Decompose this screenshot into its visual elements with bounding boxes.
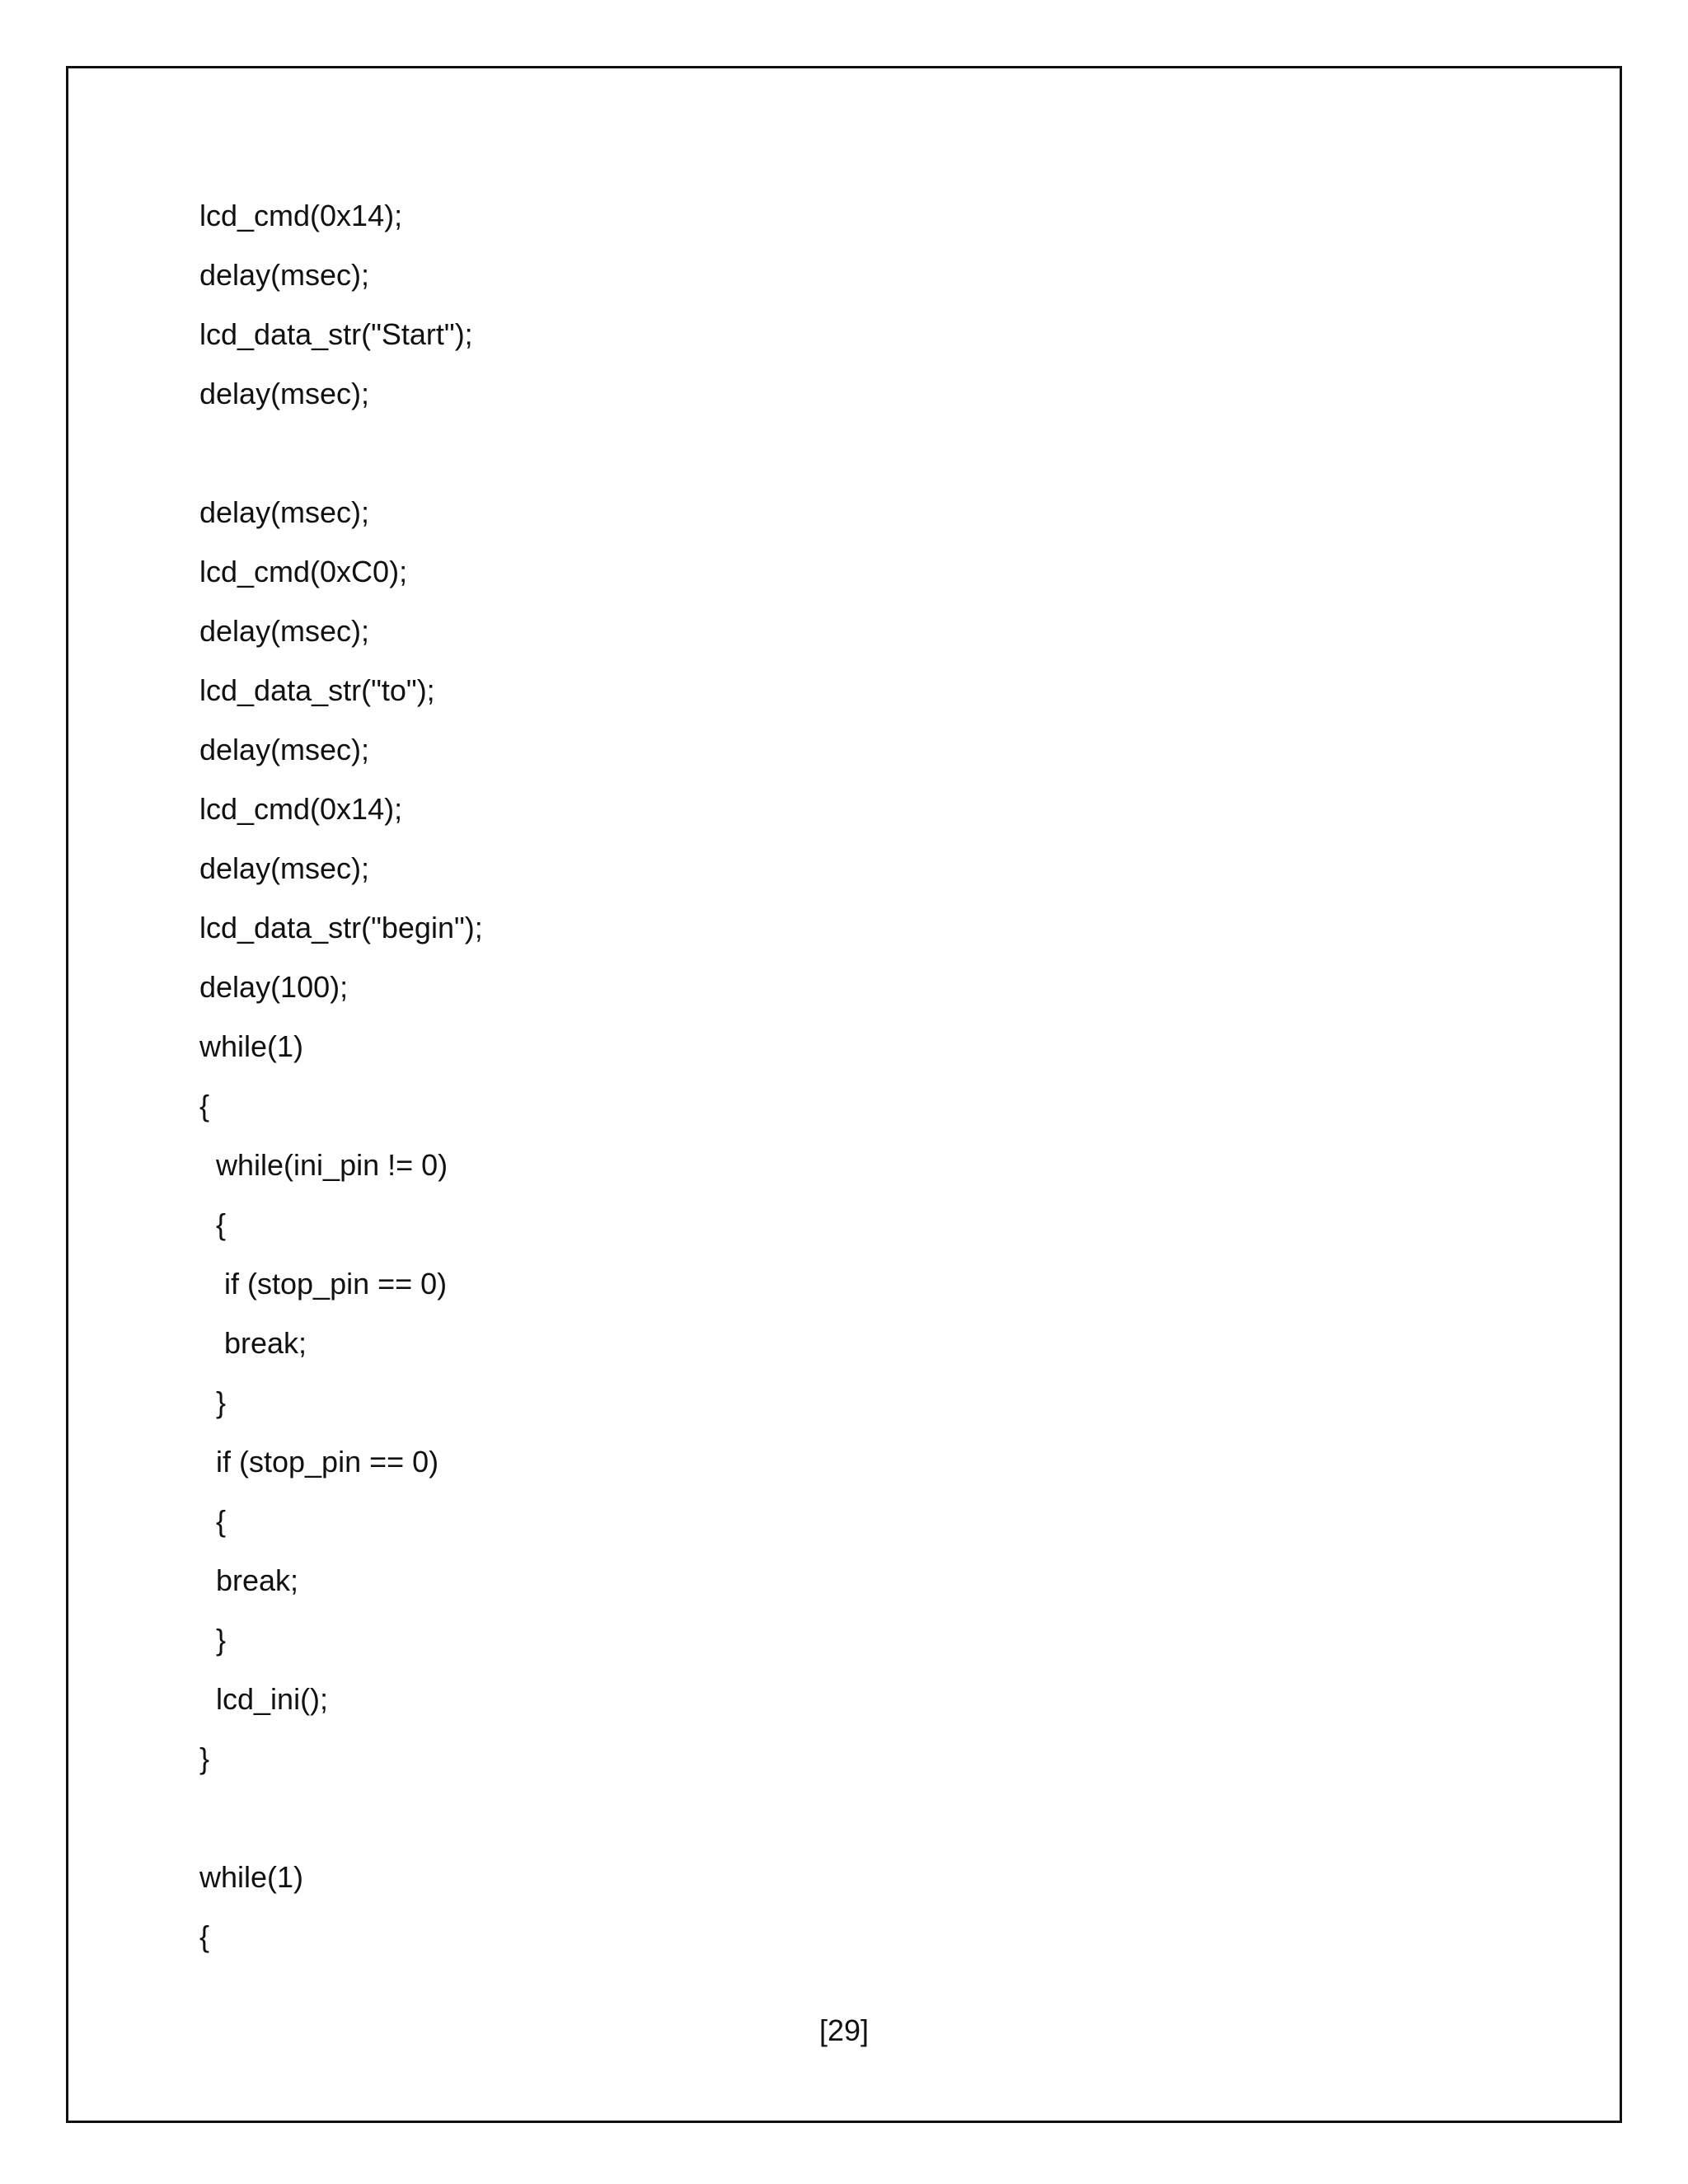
- code-line-blank: [199, 432, 483, 491]
- code-line: }: [199, 1623, 227, 1657]
- code-line: {: [199, 1207, 227, 1241]
- code-line: delay(msec);: [199, 614, 370, 648]
- code-line: delay(msec);: [199, 733, 370, 766]
- code-listing: [199, 194, 483, 1975]
- code-line-blank: [199, 1797, 483, 1856]
- code-line: lcd_data_str("to");: [199, 673, 435, 707]
- code-line: {: [199, 1089, 210, 1122]
- code-line: lcd_data_str("Start");: [199, 317, 473, 351]
- code-line: }: [199, 1741, 210, 1775]
- code-line: lcd_cmd(0x14);: [199, 199, 403, 232]
- code-line: delay(msec);: [199, 495, 370, 529]
- code-line: lcd_ini();: [199, 1682, 329, 1716]
- code-line: delay(msec);: [199, 258, 370, 292]
- code-line: {: [199, 1919, 210, 1953]
- page-number: [29]: [818, 2013, 870, 2047]
- code-line: break;: [199, 1326, 307, 1360]
- code-line: delay(100);: [199, 970, 349, 1004]
- code-line: while(1): [199, 1029, 304, 1063]
- code-line: lcd_cmd(0xC0);: [199, 555, 408, 588]
- code-line: break;: [199, 1563, 299, 1597]
- code-line: lcd_data_str("begin");: [199, 911, 483, 944]
- code-line: delay(msec);: [199, 851, 370, 885]
- code-line: lcd_cmd(0x14);: [199, 792, 403, 826]
- code-line: if (stop_pin == 0): [199, 1445, 439, 1479]
- code-line: {: [199, 1504, 227, 1538]
- code-line: while(ini_pin != 0): [199, 1148, 448, 1182]
- code-line: }: [199, 1385, 227, 1419]
- code-line: if (stop_pin == 0): [199, 1267, 448, 1301]
- code-line: delay(msec);: [199, 377, 370, 410]
- code-line: while(1): [199, 1860, 304, 1894]
